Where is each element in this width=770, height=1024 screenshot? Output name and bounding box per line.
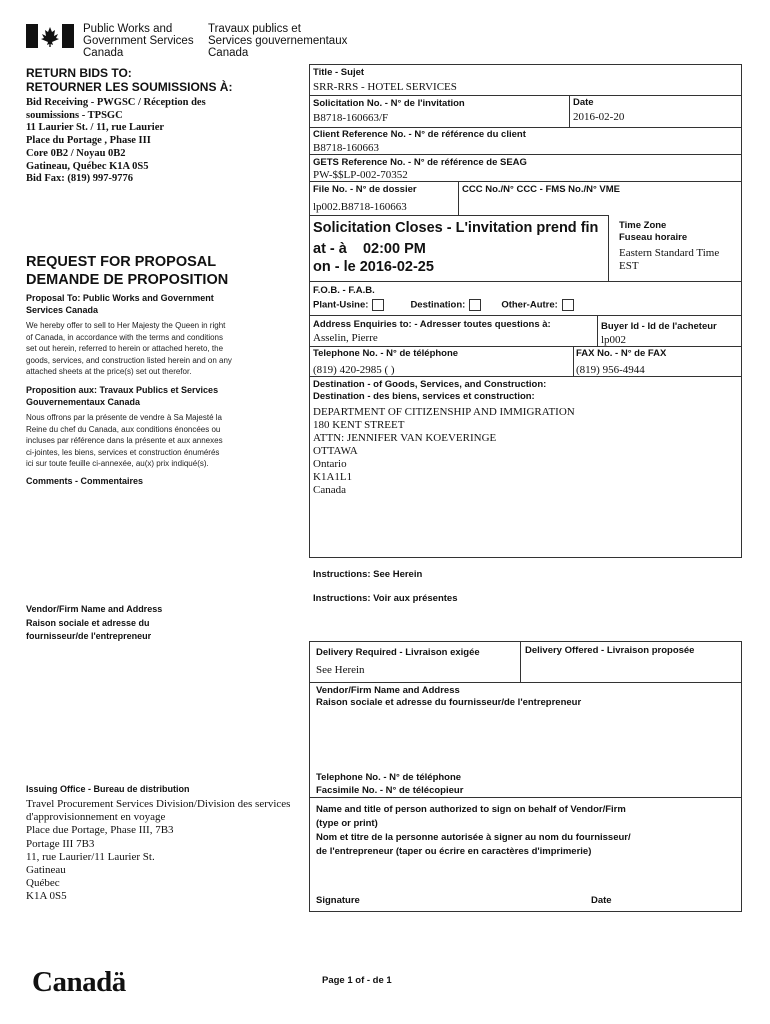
title-label: Title - Sujet <box>313 67 365 78</box>
file-no-label: File No. - N° de dossier <box>313 184 417 195</box>
signature-label: Signature <box>316 895 360 906</box>
issuing-office-label: Issuing Office - Bureau de distribution <box>26 784 190 794</box>
vendor-label-left: Vendor/Firm Name and Address Raison sociale et adresse du fournisseur/de l'entrepreneur <box>26 604 163 641</box>
solicitation-value: B8718-160663/F <box>313 112 389 124</box>
rfp-title: REQUEST FOR PROPOSAL DEMANDE DE PROPOSITION <box>26 254 229 288</box>
close-date-value: 2016-02-25 <box>359 259 434 275</box>
fob-options <box>313 299 584 312</box>
delivery-required-value: See Herein <box>316 664 365 676</box>
instructions-en: Instructions: See Herein <box>313 569 423 580</box>
solicitation-label: Solicitation No. - N° de l'invitation <box>313 98 465 109</box>
other-checkbox[interactable] <box>562 299 574 311</box>
time-value: 02:00 PM <box>362 241 426 257</box>
canada-wordmark: Canadä <box>32 966 126 998</box>
at-label: at - à <box>313 241 347 257</box>
time-zone-value: Eastern Standard Time EST <box>619 247 720 272</box>
proposal-to-en: Proposal To: Public Works and Government Services Canada <box>26 293 214 315</box>
client-ref-label: Client Reference No. - N° de référence du client <box>313 129 526 140</box>
proposal-to-fr: Proposition aux: Travaux Publics et Services Gouvernementaux Canada <box>26 385 219 407</box>
date-label: Date <box>573 97 594 108</box>
destination-label: Destination: <box>410 299 466 311</box>
phone-value: (819) 420-2985 ( ) <box>313 364 395 376</box>
file-no-value: lp002.B8718-160663 <box>313 201 407 213</box>
authorized-person-label: Name and title of person authorized to sign on behalf of Vendor/Firm (type or print) Nom et titre de la personne autorisée à signer au nom du fournisseur/ de l'entrepreneur (taper ou écrire en caractères d'imprimerie) <box>316 804 631 857</box>
destination-heading: Destination - of Goods, Services, and Construction: Destination - des biens, services et construction: <box>313 379 547 402</box>
signature-date-label: Date <box>591 895 612 906</box>
title-value: SRR-RRS - HOTEL SERVICES <box>313 81 457 93</box>
issuing-office-address: Travel Procurement Services Division/Division des services d'approvisionnement en voyage Place due Portage, Phase III, 7B3 Portage III 7B3 11, rue Laurier/11 Laurier St. Gatineau Québec K1A 0S5 <box>26 798 291 903</box>
other-label: Other-Autre: <box>501 299 558 311</box>
header-info-box <box>309 64 742 282</box>
date-value: 2016-02-20 <box>573 111 625 123</box>
plant-checkbox[interactable] <box>372 299 384 311</box>
vendor-label-right: Vendor/Firm Name and Address Raison sociale et adresse du fournisseur/de l'entrepreneur <box>316 685 582 708</box>
plant-label: Plant-Usine: <box>313 299 369 311</box>
fob-label: F.O.B. - F.A.B. <box>313 285 375 296</box>
buyer-id-label: Buyer Id - Id de l'acheteur <box>601 321 717 332</box>
on-label: on - le <box>313 259 356 275</box>
fax-label: FAX No. - N° de FAX <box>576 348 667 359</box>
delivery-offered-label: Delivery Offered - Livraison proposée <box>525 645 695 656</box>
destination-checkbox[interactable] <box>469 299 481 311</box>
delivery-required-label: Delivery Required - Livraison exigée <box>316 647 480 658</box>
phone-label: Telephone No. - N° de téléphone <box>313 348 459 359</box>
instructions-fr: Instructions: Voir aux présentes <box>313 593 458 604</box>
buyer-id-value: lp002 <box>601 334 627 346</box>
gets-ref-value: PW-$$LP-002-70352 <box>313 169 408 181</box>
fax-value: (819) 956-4944 <box>576 364 645 376</box>
closing-time <box>313 241 426 257</box>
canada-flag-icon <box>26 24 74 48</box>
gets-ref-label: GETS Reference No. - N° de référence de SEAG <box>313 157 527 168</box>
comments-label: Comments - Commentaires <box>26 476 144 486</box>
shipping-box <box>309 281 742 558</box>
time-zone-label: Time Zone Fuseau horaire <box>619 220 688 243</box>
enquiries-label: Address Enquiries to: - Adresser toutes questions à: <box>313 319 551 330</box>
tel-fax-label: Telephone No. - N° de téléphone Facsimile No. - N° de télécopieur <box>316 772 464 796</box>
vendor-box <box>309 641 742 912</box>
destination-address: DEPARTMENT OF CITIZENSHIP AND IMMIGRATION 180 KENT STREET ATTN: JENNIFER VAN KOEVERINGE OTTAWA Ontario K1A1L1 Canada <box>313 406 575 496</box>
closing-date <box>313 259 434 275</box>
return-bids-heading: RETURN BIDS TO: RETOURNER LES SOUMISSIONS À: <box>26 66 233 94</box>
ccc-label: CCC No./N° CCC - FMS No./N° VME <box>462 184 621 195</box>
enquiries-value: Asselin, Pierre <box>313 332 378 344</box>
proposal-text-en: We hereby offer to sell to Her Majesty the Queen in right of Canada, in accordance with the terms and conditions set out herein, referred to herein or attached hereto, the goods, services, and construction listed herein and on any attached sheets at the price(s) set out therefor. <box>26 321 232 376</box>
bid-receiving-address: Bid Receiving - PWGSC / Réception des soumissions - TPSGC 11 Laurier St. / 11, rue Laurier Place du Portage , Phase III Core 0B2 / Noyau 0B2 Gatineau, Québec K1A 0S5 Bid Fax: (819) 997-9776 <box>26 97 206 185</box>
department-name-en: Public Works and Government Services Canada <box>83 23 194 59</box>
page-number: Page 1 of - de 1 <box>322 975 392 986</box>
department-name-fr: Travaux publics et Services gouvernementaux Canada <box>208 23 348 59</box>
solicitation-closes-label: Solicitation Closes - L'invitation prend fin <box>313 220 599 236</box>
client-ref-value: B8718-160663 <box>313 142 379 154</box>
proposal-text-fr: Nous offrons par la présente de vendre à Sa Majesté la Reine du chef du Canada, aux conditions énoncées ou incluses par référence dans la présente et aux annexes ci-jointes, les biens, services et construction énumérés ici sur toute feuille ci-annexée, au(x) prix indiqué(s). <box>26 413 223 468</box>
